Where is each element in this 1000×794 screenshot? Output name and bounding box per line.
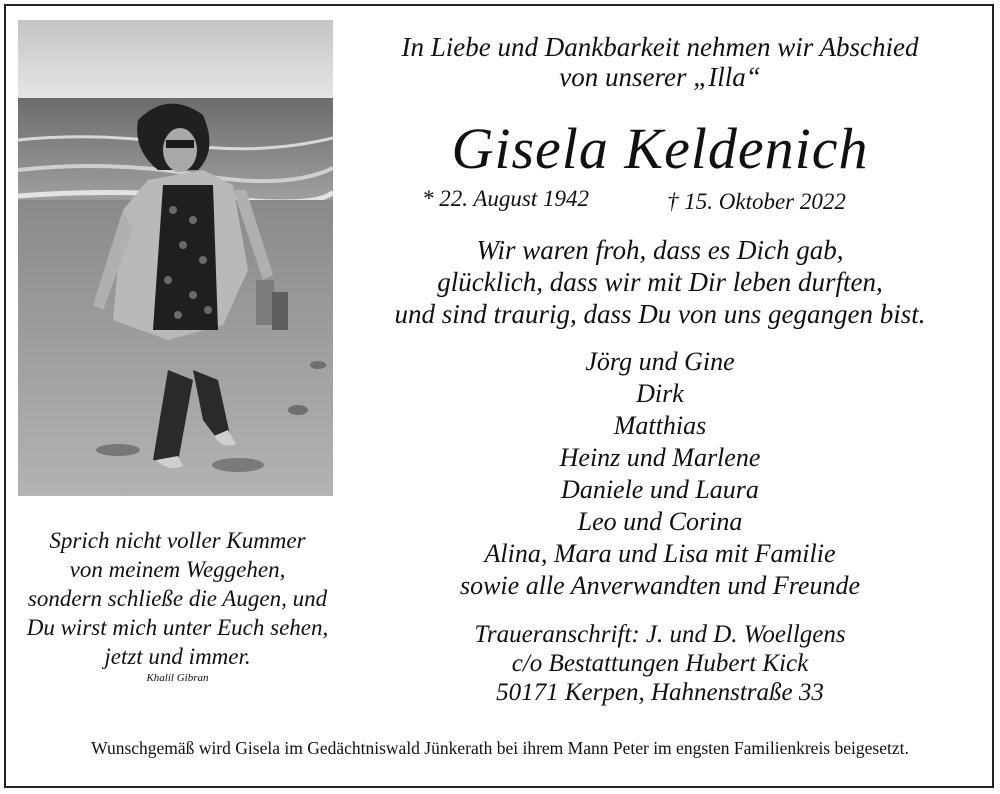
mourner-item: Heinz und Marlene bbox=[559, 443, 761, 472]
mourners-list bbox=[360, 346, 960, 602]
mourner-item: sowie alle Anverwandten und Freunde bbox=[459, 571, 861, 600]
mourner-item: Matthias bbox=[613, 411, 707, 440]
mourner-item: Daniele und Laura bbox=[561, 475, 759, 504]
mourning-address bbox=[360, 620, 960, 707]
intro-text bbox=[360, 32, 960, 92]
quote-line: sondern schließe die Augen, und bbox=[27, 586, 328, 611]
quote-line: jetzt und immer. bbox=[104, 644, 251, 669]
address-line: 50171 Kerpen, Hahnenstraße 33 bbox=[496, 679, 824, 706]
verse-line: und sind traurig, dass Du von uns gegangen bist. bbox=[394, 299, 926, 329]
beach-photo-graphic bbox=[18, 20, 333, 496]
verse-line: Wir waren froh, dass es Dich gab, bbox=[476, 235, 844, 265]
birth-date: * 22. August 1942 bbox=[422, 186, 589, 211]
address-line: Traueranschrift: J. und D. Woellgens bbox=[474, 621, 846, 648]
mourner-item: Leo und Corina bbox=[577, 507, 743, 536]
mourner-item: Jörg und Gine bbox=[585, 347, 735, 376]
death-date: † 15. Oktober 2022 bbox=[667, 189, 846, 214]
intro-line: In Liebe und Dankbarkeit nehmen wir Abschied bbox=[401, 32, 919, 62]
memorial-verse bbox=[360, 234, 960, 330]
quote-line: von meinem Weggehen, bbox=[69, 557, 286, 582]
mourner-item: Alina, Mara und Lisa mit Familie bbox=[484, 539, 836, 568]
deceased-name: Gisela Keldenich bbox=[451, 116, 869, 181]
address-line: c/o Bestattungen Hubert Kick bbox=[511, 650, 809, 677]
verse-line: glücklich, dass wir mit Dir leben durften, bbox=[437, 267, 883, 297]
mourner-item: Dirk bbox=[636, 379, 684, 408]
burial-note: Wunschgemäß wird Gisela im Gedächtniswald Jünkerath bei ihrem Mann Peter im engsten Familienkreis beigesetzt. bbox=[91, 738, 909, 758]
intro-line: von unserer „Illa“ bbox=[559, 62, 761, 92]
quote-line: Du wirst mich unter Euch sehen, bbox=[26, 615, 329, 640]
quote-author: Khalil Gibran bbox=[146, 672, 209, 684]
portrait-photo bbox=[18, 20, 333, 496]
quote-block bbox=[10, 526, 345, 671]
quote-line: Sprich nicht voller Kummer bbox=[49, 528, 306, 553]
